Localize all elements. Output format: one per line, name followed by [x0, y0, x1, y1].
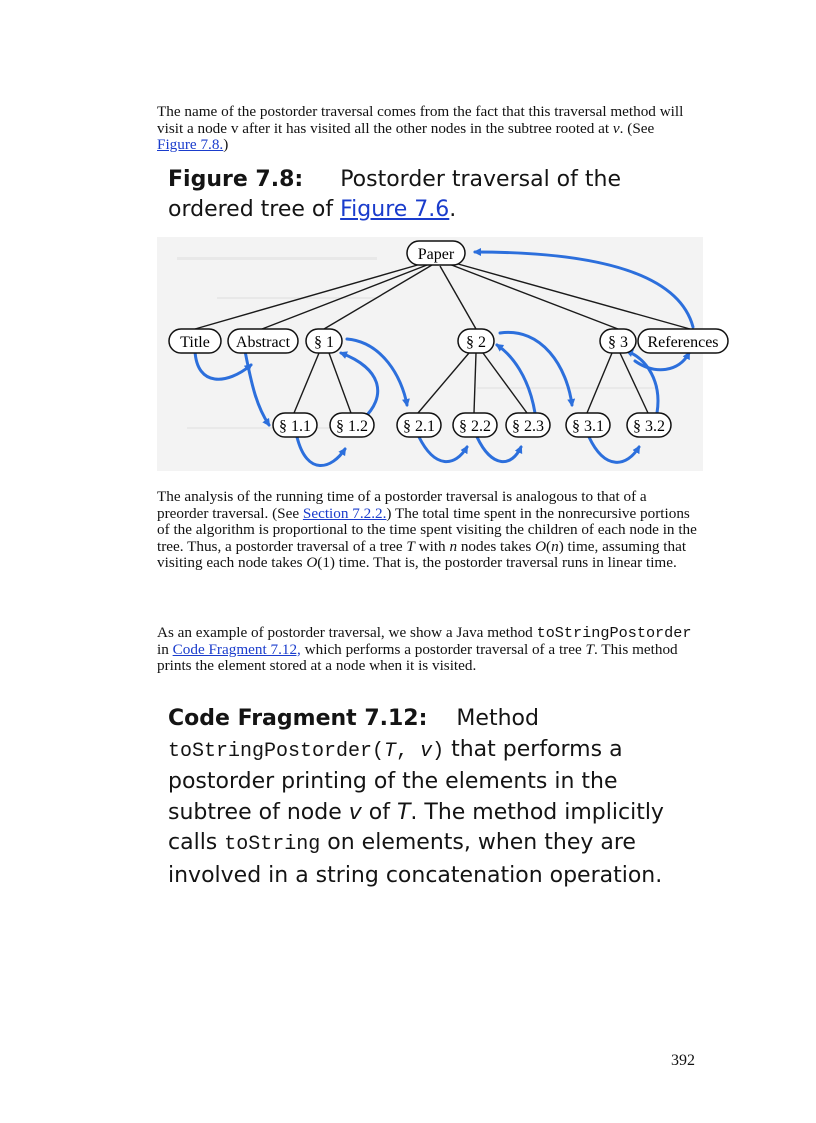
svg-text:§ 1: § 1 — [314, 334, 334, 351]
figure-label: Figure 7.8: — [168, 167, 304, 192]
svg-text:§ 2.2: § 2.2 — [459, 418, 491, 435]
svg-text:§ 2.1: § 2.1 — [403, 418, 435, 435]
tree-node-s2 — [458, 329, 494, 353]
page-number: 392 — [671, 1052, 695, 1069]
figure-7-8-link[interactable]: Figure 7.8. — [157, 136, 224, 153]
tree-node-s2-1 — [397, 413, 441, 437]
svg-text:Abstract: Abstract — [235, 334, 291, 351]
svg-text:§ 1.2: § 1.2 — [336, 418, 368, 435]
tree-node-s3-2 — [627, 413, 671, 437]
tree-node-references — [638, 329, 728, 353]
figure-caption: Figure 7.8: Postorder traversal of the ordered tree of Figure 7.6. — [168, 167, 621, 222]
svg-text:Title: Title — [180, 334, 210, 351]
code-fragment-label: Code Fragment 7.12: — [168, 706, 428, 731]
svg-text:§ 3: § 3 — [608, 334, 628, 351]
example-paragraph: As an example of postorder traversal, we show a Java method toStringPostorder in Code Fragment 7.12, which performs a postorder traversal of a tree T. This method prints the element stored at a node when it is visited. — [157, 624, 692, 674]
tree-node-s1-1 — [273, 413, 317, 437]
tree-node-s1-2 — [330, 413, 374, 437]
intro-paragraph: The name of the postorder traversal comes from the fact that this traversal method will visit a node v after it has visited all the other nodes in the subtree rooted at v. (See Figure 7.8.) — [157, 103, 684, 153]
tree-node-s2-2 — [453, 413, 497, 437]
svg-text:Paper: Paper — [417, 246, 455, 263]
tree-node-title — [169, 329, 221, 353]
inline-code-method: toStringPostorder — [536, 624, 692, 642]
analysis-paragraph: The analysis of the running time of a postorder traversal is analogous to that of a preorder traversal. (See Section 7.2.2.) The total time spent in the nonrecursive portions of the algorithm is proportional to the time spent visiting the children of each node in the tree. Thus, a postorder traversal of a tree T with n nodes takes O(n) time, assuming that visiting each node takes O(1) time. That is, the postorder traversal runs in linear time. — [157, 488, 697, 571]
svg-text:§ 2.3: § 2.3 — [512, 418, 544, 435]
svg-text:References: References — [647, 334, 719, 351]
svg-text:§ 1.1: § 1.1 — [279, 418, 311, 435]
tree-node-s2-3 — [506, 413, 550, 437]
section-7-2-2-link[interactable]: Section 7.2.2. — [302, 504, 387, 522]
tree-node-root — [407, 241, 465, 265]
code-fragment-7-12-link[interactable]: Code Fragment 7.12, — [172, 640, 301, 658]
svg-text:§ 2: § 2 — [466, 334, 486, 351]
postorder-tree-figure — [157, 237, 719, 471]
tree-node-abstract — [228, 329, 298, 353]
tree-node-s3 — [600, 329, 636, 353]
tree-node-s3-1 — [566, 413, 610, 437]
tree-node-s1 — [306, 329, 342, 353]
svg-text:§ 3.1: § 3.1 — [572, 418, 604, 435]
figure-7-6-link[interactable]: Figure 7.6 — [340, 197, 450, 222]
svg-text:§ 3.2: § 3.2 — [633, 418, 665, 435]
code-fragment-caption: Code Fragment 7.12: Method toStringPostorder(T, v) that performs a postorder printing of the elements in the subtree of node v of T. The method implicitly calls toString on elements, when they are involved in a string concatenation operation. — [168, 706, 664, 888]
